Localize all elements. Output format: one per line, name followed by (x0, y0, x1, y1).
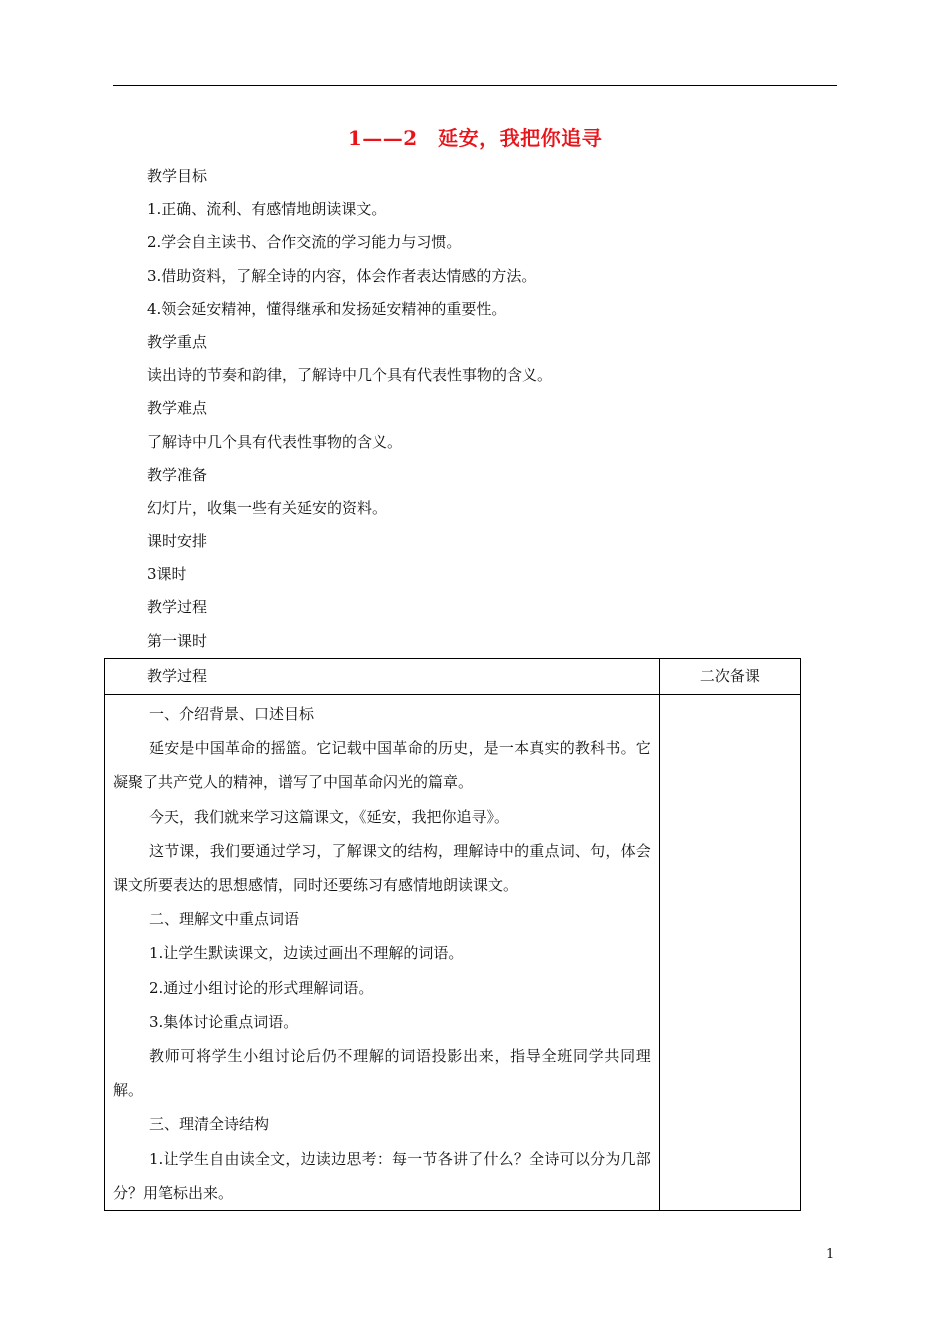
process-paragraph: 3.集体讨论重点词语。 (149, 1012, 299, 1031)
revision-notes-cell (659, 695, 800, 1211)
lesson-plan-table (104, 658, 801, 1211)
intro-line: 教学难点 (147, 399, 208, 418)
process-paragraph: 教师可将学生小组讨论后仍不理解的词语投影出来，指导全班同学共同理解。 (113, 1047, 651, 1100)
intro-line: 教学准备 (147, 465, 208, 484)
process-paragraph: 二、理解文中重点词语 (149, 910, 300, 929)
process-paragraph: 一、介绍背景、口述目标 (149, 705, 315, 723)
header-process-label: 教学过程 (147, 667, 208, 685)
table-header-row (105, 659, 801, 695)
page-number: 1 (826, 1247, 835, 1262)
intro-line: 读出诗的节奏和韵律，了解诗中几个具有代表性事物的含义。 (147, 366, 553, 385)
process-paragraph: 1.让学生默读课文，边读过画出不理解的词语。 (149, 944, 464, 963)
lesson-intro (147, 160, 827, 658)
process-paragraph: 1.让学生自由读全文，边读边思考：每一节各讲了什么？全诗可以分为几部分？用笔标出来。 (113, 1149, 651, 1202)
header-cell-process (105, 659, 660, 695)
process-paragraph: 三、理清全诗结构 (149, 1115, 270, 1134)
intro-line: 3.借助资料，了解全诗的内容，体会作者表达情感的方法。 (147, 266, 537, 285)
table-body-row (105, 695, 801, 1211)
intro-line: 教学目标 (147, 167, 208, 185)
header-revision-label: 二次备课 (699, 667, 760, 685)
intro-line: 第一课时 (147, 631, 208, 650)
header-rule (113, 85, 837, 86)
intro-line: 教学重点 (147, 332, 208, 351)
process-paragraph: 2.通过小组讨论的形式理解词语。 (149, 978, 374, 997)
intro-line: 1.正确、流利、有感情地朗读课文。 (147, 200, 387, 219)
intro-line: 4.领会延安精神，懂得继承和发扬延安精神的重要性。 (147, 299, 507, 318)
intro-line: 课时安排 (147, 532, 208, 551)
process-paragraph: 这节课，我们要通过学习，了解课文的结构，理解诗中的重点词、句，体会课文所要表达的思想感情，同时还要练习有感情地朗读课文。 (113, 841, 651, 895)
intro-line: 3课时 (147, 565, 187, 584)
process-paragraph: 今天，我们就来学习这篇课文，《延安，我把你追寻》。 (149, 807, 510, 826)
intro-line: 幻灯片，收集一些有关延安的资料。 (147, 498, 388, 517)
process-paragraph: 延安是中国革命的摇篮。它记载中国革命的历史，是一本真实的教科书。它凝聚了共产党人的精神，谱写了中国革命闪光的篇章。 (113, 739, 651, 792)
intro-line: 了解诗中几个具有代表性事物的含义。 (147, 432, 403, 451)
intro-line: 教学过程 (147, 598, 208, 617)
lesson-title: 1——2 延安，我把你追寻 (347, 126, 603, 150)
header-cell-revision (659, 659, 800, 695)
process-content-cell (105, 695, 660, 1211)
intro-line: 2.学会自主读书、合作交流的学习能力与习惯。 (147, 233, 462, 252)
